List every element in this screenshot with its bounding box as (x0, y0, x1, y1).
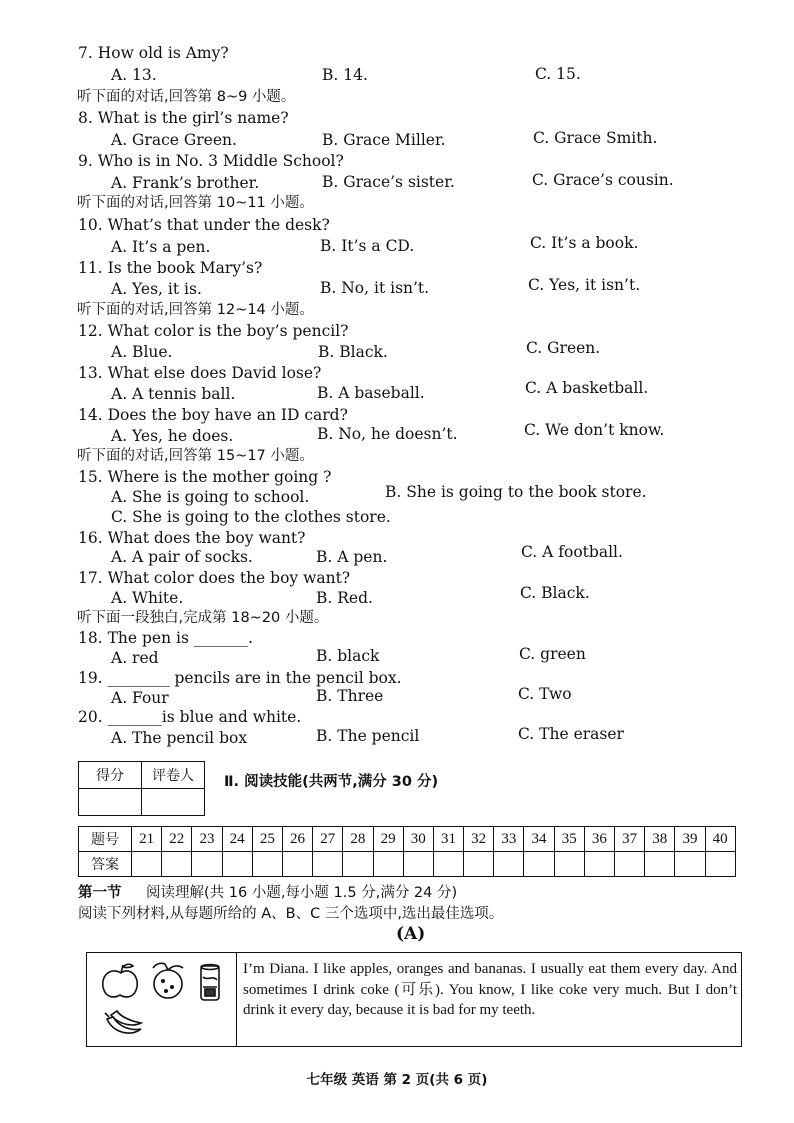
question-number-cell: 29 (373, 827, 403, 852)
q7-option-c: C. 15. (535, 65, 581, 83)
q10-stem: 10. What’s that under the desk? (78, 216, 330, 234)
monologue-instruction-18-20: 听下面一段独白,完成第 18~20 小题。 (77, 610, 329, 626)
answer-cell[interactable] (433, 852, 463, 877)
q16-option-a: A. A pair of socks. (111, 548, 253, 566)
q17-option-b: B. Red. (316, 589, 373, 607)
question-number-cell: 25 (252, 827, 282, 852)
dialogue-instruction-15-17: 听下面的对话,回答第 15~17 小题。 (77, 448, 314, 464)
q13-option-c: C. A basketball. (525, 379, 649, 397)
grader-label: 评卷人 (142, 762, 205, 789)
q12-option-c: C. Green. (526, 339, 601, 357)
q8-stem: 8. What is the girl’s name? (78, 109, 289, 127)
q20-stem: 20. _______is blue and white. (78, 708, 302, 726)
q8-option-c: C. Grace Smith. (533, 129, 658, 147)
fruit-drink-illustration (87, 953, 235, 1045)
q19-option-b: B. Three (316, 687, 384, 705)
orange-icon (153, 963, 183, 998)
q11-option-b: B. No, it isn’t. (320, 279, 430, 297)
banana-icon (105, 1011, 141, 1033)
reading-instruction: 阅读下列材料,从每题所给的 A、B、C 三个选项中,选出最佳选项。 (78, 906, 504, 922)
answer-cell[interactable] (132, 852, 162, 877)
q11-option-c: C. Yes, it isn’t. (528, 276, 641, 294)
answer-cell[interactable] (162, 852, 192, 877)
answer-cell[interactable] (554, 852, 584, 877)
question-number-cell: 28 (343, 827, 373, 852)
question-number-cell: 31 (433, 827, 463, 852)
q9-option-c: C. Grace’s cousin. (532, 171, 674, 189)
q12-option-b: B. Black. (318, 343, 388, 361)
dialogue-instruction-10-11: 听下面的对话,回答第 10~11 小题。 (77, 195, 314, 211)
answer-cell[interactable] (584, 852, 614, 877)
question-number-cell: 40 (705, 827, 735, 852)
answer-cell[interactable] (252, 852, 282, 877)
apple-icon (103, 964, 138, 997)
q18-stem: 18. The pen is _______. (78, 629, 254, 647)
passage-box (86, 952, 742, 1047)
coke-can-icon (201, 965, 219, 1001)
answer-cell[interactable] (192, 852, 222, 877)
question-number-cell: 26 (282, 827, 312, 852)
q17-option-a: A. White. (111, 589, 184, 607)
q20-option-a: A. The pencil box (111, 729, 248, 747)
q20-option-c: C. The eraser (518, 725, 624, 743)
q9-stem: 9. Who is in No. 3 Middle School? (78, 152, 344, 170)
passage-label: (A) (396, 924, 426, 944)
q12-option-a: A. Blue. (111, 343, 173, 361)
section-2-title: Ⅱ. 阅读技能(共两节,满分 30 分) (224, 774, 439, 790)
q17-stem: 17. What color does the boy want? (78, 569, 351, 587)
question-number-cell: 36 (584, 827, 614, 852)
page-footer: 七年级 英语 第 2 页(共 6 页) (306, 1072, 488, 1088)
q18-option-c: C. green (519, 645, 586, 663)
q19-option-c: C. Two (518, 685, 572, 703)
answer-cell[interactable] (705, 852, 735, 877)
q15-option-a: A. She is going to school. (111, 488, 310, 506)
question-number-cell: 35 (554, 827, 584, 852)
answer-cell[interactable] (464, 852, 494, 877)
question-number-cell: 33 (494, 827, 524, 852)
q10-option-c: C. It’s a book. (530, 234, 639, 252)
q15-option-c: C. She is going to the clothes store. (111, 508, 391, 526)
answer-cell[interactable] (313, 852, 343, 877)
q11-stem: 11. Is the book Mary’s? (78, 259, 263, 277)
q7-option-b: B. 14. (322, 66, 368, 84)
answer-cell[interactable] (373, 852, 403, 877)
q8-option-b: B. Grace Miller. (322, 131, 446, 149)
q9-option-b: B. Grace’s sister. (322, 173, 455, 191)
grader-cell[interactable] (142, 789, 205, 816)
q14-option-a: A. Yes, he does. (111, 427, 234, 445)
answer-cell[interactable] (524, 852, 554, 877)
q17-option-c: C. Black. (520, 584, 590, 602)
q7-stem: 7. How old is Amy? (78, 44, 229, 62)
answer-cell[interactable] (222, 852, 252, 877)
passage-text: I’m Diana. I like apples, oranges and bananas. I usually eat them every day. And sometimes I drink coke (可乐). You know, I like coke very much. But I don’t drink it every day, because it is bad for my teeth. (243, 961, 737, 1018)
q15-stem: 15. Where is the mother going ? (78, 468, 332, 486)
answer-cell[interactable] (494, 852, 524, 877)
q19-stem: 19. ________ pencils are in the pencil box. (78, 669, 402, 687)
score-box (78, 761, 205, 816)
question-number-cell: 24 (222, 827, 252, 852)
score-label: 得分 (79, 762, 142, 789)
q18-option-a: A. red (111, 649, 159, 667)
answer-cell[interactable] (343, 852, 373, 877)
answer-cell[interactable] (282, 852, 312, 877)
question-number-cell: 39 (675, 827, 705, 852)
q8-option-a: A. Grace Green. (111, 131, 237, 149)
question-number-cell: 22 (162, 827, 192, 852)
q20-option-b: B. The pencil (316, 727, 420, 745)
answer-cell[interactable] (645, 852, 675, 877)
question-number-cell: 21 (132, 827, 162, 852)
q16-option-b: B. A pen. (316, 548, 388, 566)
q14-option-b: B. No, he doesn’t. (317, 425, 458, 443)
answer-cell[interactable] (403, 852, 433, 877)
question-number-cell: 34 (524, 827, 554, 852)
q15-option-b: B. She is going to the book store. (385, 483, 647, 501)
q16-stem: 16. What does the boy want? (78, 529, 306, 547)
answer-cell[interactable] (675, 852, 705, 877)
question-number-cell: 38 (645, 827, 675, 852)
question-number-cell: 27 (313, 827, 343, 852)
question-number-cell: 23 (192, 827, 222, 852)
part-1-description: 阅读理解(共 16 小题,每小题 1.5 分,满分 24 分) (146, 885, 458, 901)
q16-option-c: C. A football. (521, 543, 623, 561)
question-number-header: 题号 (79, 827, 132, 852)
answer-cell[interactable] (615, 852, 645, 877)
q14-stem: 14. Does the boy have an ID card? (78, 406, 348, 424)
q12-stem: 12. What color is the boy’s pencil? (78, 322, 349, 340)
q10-option-a: A. It’s a pen. (111, 238, 211, 256)
passage-illustration (87, 953, 237, 1046)
dialogue-instruction-12-14: 听下面的对话,回答第 12~14 小题。 (77, 302, 314, 318)
question-number-cell: 32 (464, 827, 494, 852)
q11-option-a: A. Yes, it is. (111, 280, 202, 298)
dialogue-instruction-8-9: 听下面的对话,回答第 8~9 小题。 (77, 89, 296, 105)
q13-stem: 13. What else does David lose? (78, 364, 322, 382)
q14-option-c: C. We don’t know. (524, 421, 665, 439)
question-number-cell: 37 (615, 827, 645, 852)
question-number-cell: 30 (403, 827, 433, 852)
q10-option-b: B. It’s a CD. (320, 237, 415, 255)
answer-table (78, 826, 736, 877)
q19-option-a: A. Four (111, 689, 169, 707)
q13-option-b: B. A baseball. (317, 384, 425, 402)
answer-header: 答案 (79, 852, 132, 877)
score-cell[interactable] (79, 789, 142, 816)
part-1-title: 第一节 (78, 885, 122, 901)
q9-option-a: A. Frank’s brother. (111, 174, 260, 192)
q13-option-a: A. A tennis ball. (111, 385, 236, 403)
q7-option-a: A. 13. (111, 66, 157, 84)
q18-option-b: B. black (316, 647, 380, 665)
